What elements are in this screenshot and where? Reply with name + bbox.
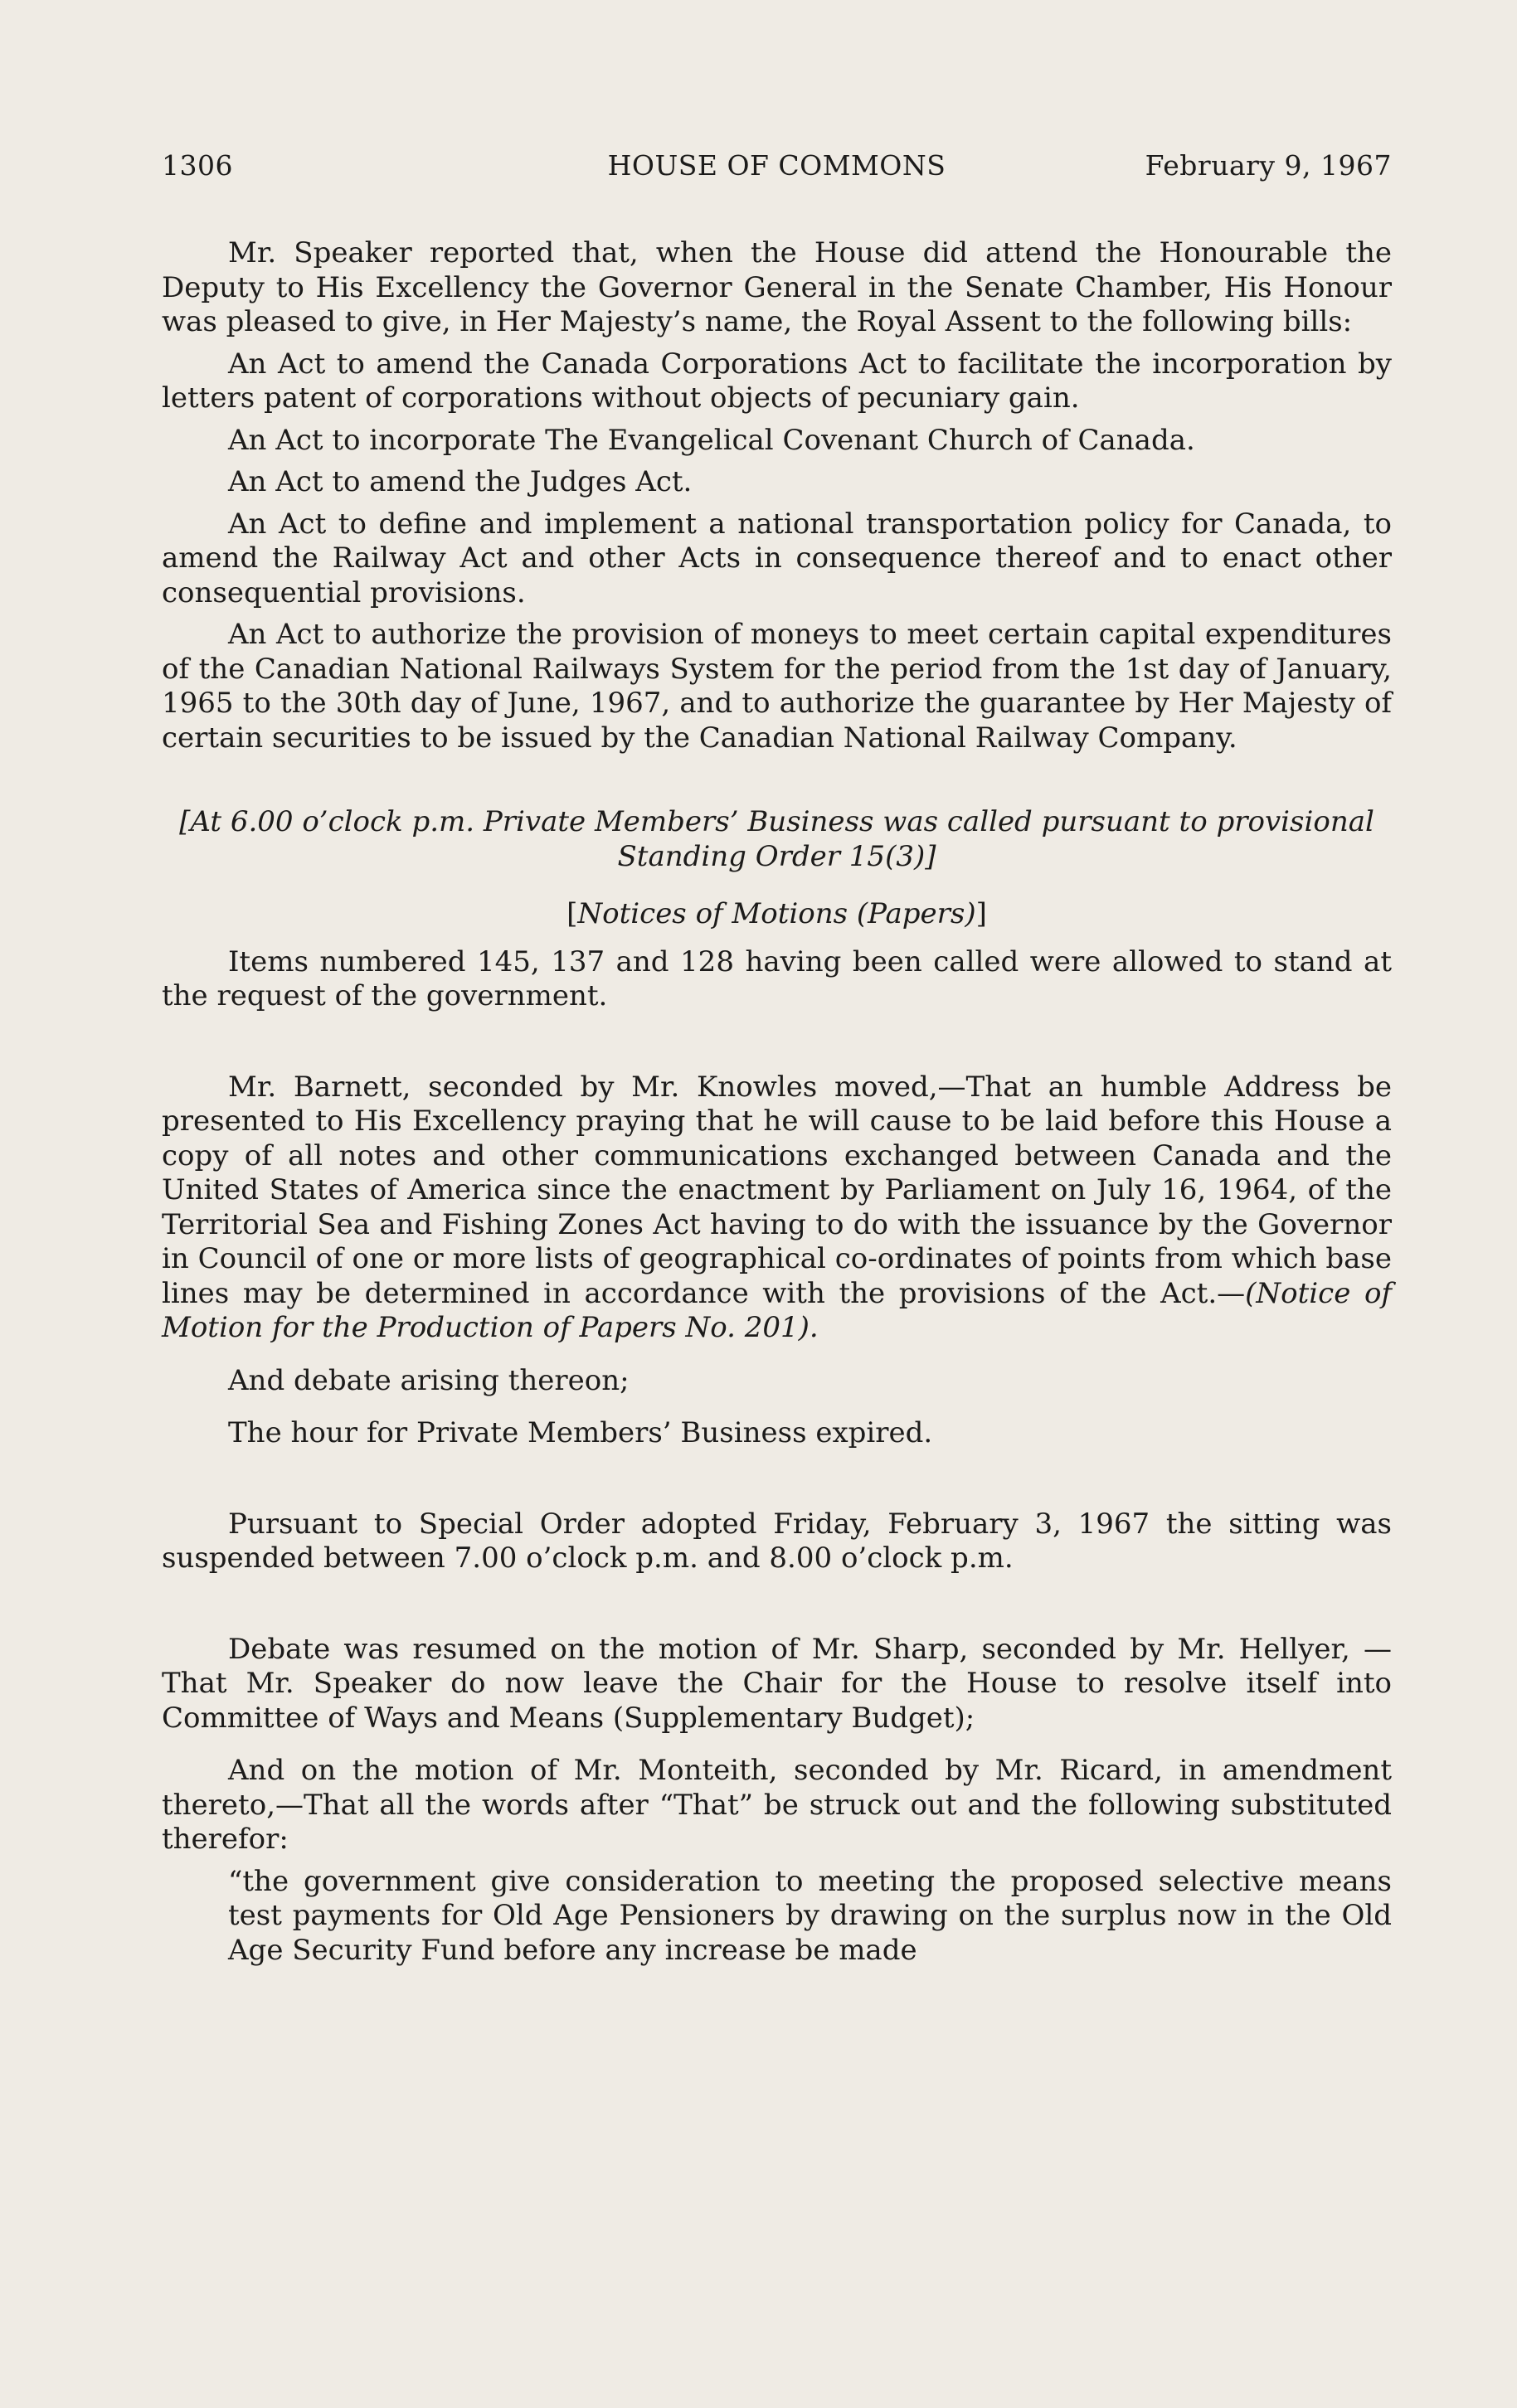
items-stand-paragraph: Items numbered 145, 137 and 128 having been called were allowed to stand at the request of the government. [162, 944, 1392, 1012]
barnett-motion-reference: (Notice of Motion for the Production of Papers No. 201). [162, 1276, 1392, 1344]
notices-heading-close: ] [975, 897, 987, 930]
royal-assent-paragraph: Mr. Speaker reported that, when the House did attend the Honourable the Deputy to His Excellency the Governor General in the Senate Chamber, His Honour was pleased to give, in Her Majesty’s name, the Royal Assent to the following bills: [162, 236, 1392, 338]
bill-item: An Act to incorporate The Evangelical Covenant Church of Canada. [228, 423, 1195, 457]
debate-arising-paragraph: And debate arising thereon; [228, 1363, 630, 1397]
page-date: February 9, 1967 [1145, 149, 1392, 182]
barnett-motion-text: Mr. Barnett, seconded by Mr. Knowles moved,—That an humble Address be presented to His Excellency praying that he will cause to be laid before this House a copy of all notes and other communications exchanged between Canada and the United States of America since the enactment by Parliament on July 16, 1964, of the Territorial Sea and Fishing Zones Act having to do with the issuance by the Governor in Council of one or more lists of geographical co-ordinates of points from which base lines may be determined in accordance with the provisions of the Act.— [162, 1070, 1392, 1310]
bill-item: An Act to amend the Judges Act. [228, 465, 693, 498]
notices-heading-text: Notices of Motions (Papers) [577, 897, 976, 930]
sitting-suspended-paragraph: Pursuant to Special Order adopted Friday, February 3, 1967 the sitting was suspended between 7.00 o’clock p.m. and 8.00 o’clock p.m. [162, 1507, 1392, 1575]
page-body [162, 236, 1392, 1975]
page-header [162, 149, 1392, 189]
monteith-amendment-paragraph: And on the motion of Mr. Monteith, seconded by Mr. Ricard, in amendment thereto,—That all the words after “That” be struck out and the following substituted therefor: [162, 1754, 1392, 1856]
page-number: 1306 [162, 149, 233, 182]
private-members-notice: [At 6.00 o’clock p.m. Private Members’ Business was called pursuant to provisional Standing Order 15(3)] [179, 805, 1374, 873]
journal-title: HOUSE OF COMMONS [607, 149, 946, 182]
notices-heading-open: [ [566, 897, 578, 930]
bill-item: An Act to amend the Canada Corporations Act to facilitate the incorporation by letters patent of corporations without objects of pecuniary gain. [162, 347, 1392, 415]
amendment-quote: “the government give consideration to meeting the proposed selective means test payments for Old Age Pensioners by drawing on the surplus now in the Old Age Security Fund before any increase be made [228, 1864, 1392, 1967]
bill-item: An Act to authorize the provision of moneys to meet certain capital expenditures of the Canadian National Railways System for the period from the 1st day of January, 1965 to the 30th day of June, 1967, and to authorize the guarantee by Her Majesty of certain securities to be issued by the Canadian National Railway Company. [162, 618, 1392, 755]
barnett-motion-paragraph [162, 1070, 1392, 1346]
notices-heading [162, 897, 1392, 932]
debate-resumed-paragraph: Debate was resumed on the motion of Mr. Sharp, seconded by Mr. Hellyer, —That Mr. Speaker do now leave the Chair for the House to resolve itself into Committee of Ways and Means (Supplementary Budget); [162, 1632, 1392, 1735]
bill-item: An Act to define and implement a national transportation policy for Canada, to amend the Railway Act and other Acts in consequence thereof and to enact other consequential provisions. [162, 507, 1392, 609]
hour-expired-paragraph: The hour for Private Members’ Business expired. [228, 1416, 933, 1449]
